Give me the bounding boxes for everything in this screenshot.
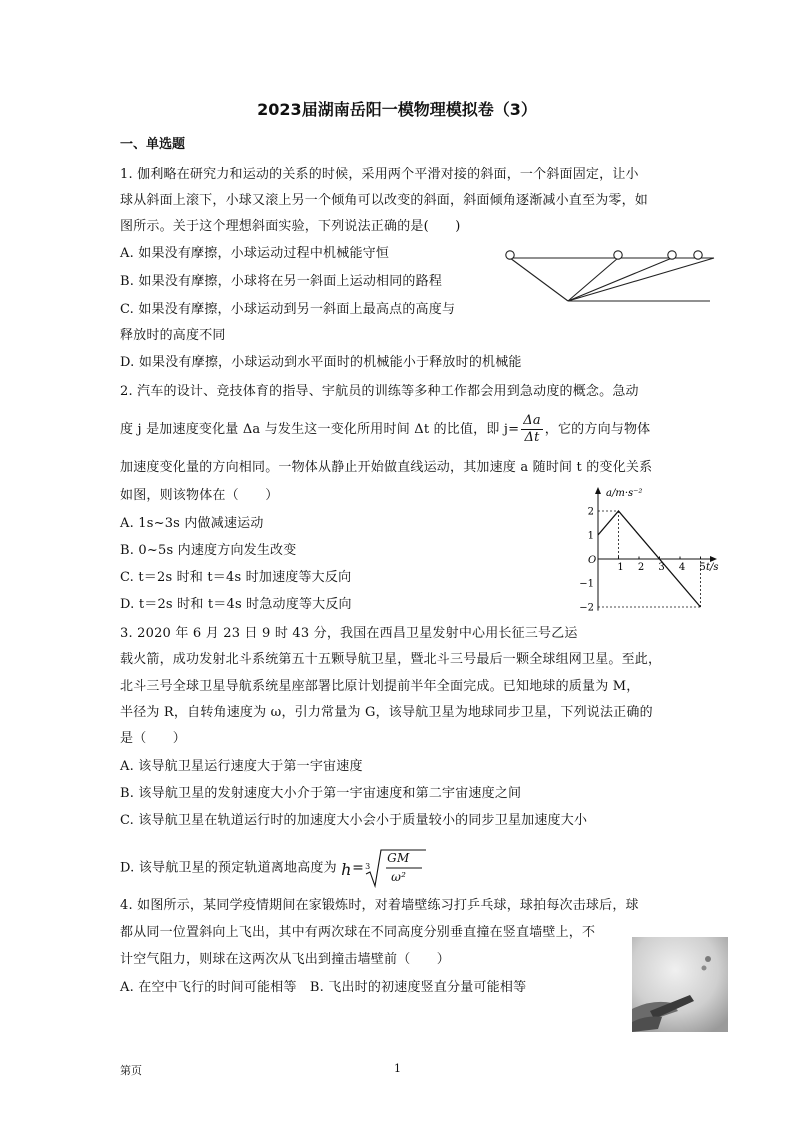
q3-stem-line3: 北斗三号全球卫星导航系统星座部署比原计划提前半年全面完成。已知地球的质量为 M， [120, 679, 640, 694]
ball-icon [702, 966, 707, 971]
footer-page-prefix: 第页 [120, 1064, 142, 1077]
q2-stem-line4: 如图，则该物体在（ ） [120, 488, 279, 503]
incline-shallow [568, 258, 714, 301]
q2-option-d[interactable]: D. t＝2s 时和 t＝4s 时急动度等大反向 [120, 597, 352, 612]
q4-stem-line3: 计空气阻力，则球在这两次从飞出到撞击墙壁前（ ） [120, 952, 451, 967]
q1-option-d[interactable]: D. 如果没有摩擦，小球运动到水平面时的机械能小于释放时的机械能 [120, 355, 522, 370]
q1-option-c[interactable]: C. 如果没有摩擦，小球运动到另一斜面上最高点的高度与 [120, 302, 456, 317]
q3-option-b[interactable]: B. 该导航卫星的发射速度大小介于第一宇宙速度和第二宇宙速度之间 [120, 786, 522, 801]
x-tick-label: 5 [699, 562, 706, 573]
y-tick-label: 2 [587, 506, 594, 518]
q1-option-c-continued: 释放时的高度不同 [120, 328, 226, 343]
page-number: 1 [394, 1062, 401, 1075]
q3-stem-line4: 半径为 R，自转角速度为 ω，引力常量为 G，该导航卫星为地球同步卫星，下列说法正确的 [120, 705, 653, 720]
q3-stem-line5: 是（ ） [120, 731, 187, 746]
ball-icon [694, 251, 702, 259]
q1-option-b[interactable]: B. 如果没有摩擦，小球将在另一斜面上运动相同的路程 [120, 274, 443, 289]
q1-stem-line1: 1. 伽利略在研究力和运动的关系的时候，采用两个平滑对接的斜面，一个斜面固定，让小 [120, 167, 639, 182]
orbit-height-formula [341, 848, 429, 888]
ping-pong-photo [632, 937, 728, 1032]
q2-stem-line2 [120, 413, 650, 446]
section-heading: 一、单选题 [120, 137, 186, 152]
incline-medium [568, 258, 672, 301]
q3-stem-line1: 3. 2020 年 6 月 23 日 9 时 43 分，我国在西昌卫星发射中心用长征三号乙运 [120, 626, 578, 641]
q2-option-a[interactable]: A. 1s~3s 内做减速运动 [120, 516, 264, 531]
q4-stem-line2: 都从同一位置斜向上飞出，其中有两次球在不同高度分别垂直撞在竖直墙壁上，不 [120, 925, 596, 940]
q2-stem-text: 度 j 是加速度变化量 Δa 与发生这一变化所用时间 Δt 的比值，即 j= [120, 422, 520, 437]
ball-icon [705, 956, 711, 962]
q1-stem-line3: 图所示。关于这个理想斜面实验，下列说法正确的是( ) [120, 219, 461, 234]
formula-numerator: Δa [523, 413, 541, 428]
q3-option-a[interactable]: A. 该导航卫星运行速度大于第一宇宙速度 [120, 759, 363, 774]
q3-option-d-text: D. 该导航卫星的预定轨道离地高度为 [120, 860, 342, 876]
jerk-formula [521, 413, 543, 446]
incline-diagram [496, 246, 722, 308]
q4-options-ab[interactable]: A. 在空中飞行的时间可能相等 B. 飞出时的初速度竖直分量可能相等 [120, 980, 527, 995]
ball-release-icon [506, 251, 514, 259]
ball-icon [614, 251, 622, 259]
y-axis-arrow-icon [595, 487, 601, 494]
q2-stem-line3: 加速度变化量的方向相同。一物体从静止开始做直线运动，其加速度 a 随时间 t 的变化关系 [120, 460, 653, 475]
acceleration-time-chart [579, 484, 728, 618]
ball-icon [668, 251, 676, 259]
x-tick-label: 1 [617, 562, 624, 573]
q3-stem-line2: 载火箭，成功发射北斗系统第五十五颗导航卫星，暨北斗三号最后一颗全球组网卫星。至此， [120, 652, 662, 667]
fixed-incline [510, 258, 568, 301]
y-tick-label: 1 [587, 530, 594, 542]
formula-equals: = [352, 860, 365, 876]
q2-option-c[interactable]: C. t＝2s 时和 t＝4s 时加速度等大反向 [120, 570, 352, 585]
q3-option-d[interactable] [120, 848, 429, 888]
q2-stem-text-tail: ，它的方向与物体 [544, 422, 651, 437]
x-tick-label: 3 [658, 562, 665, 573]
q1-stem-line2: 球从斜面上滚下，小球又滚上另一个倾角可以改变的斜面，斜面倾角逐渐减小直至为零，如 [120, 193, 649, 208]
y-tick-label: −1 [579, 578, 594, 590]
x-tick-label: 2 [637, 562, 645, 573]
root-index: 3 [365, 862, 371, 871]
q2-stem-line1: 2. 汽车的设计、竞技体育的指导、宇航员的训练等多种工作都会用到急动度的概念。急动 [120, 384, 639, 399]
q4-stem-line1: 4. 如图所示，某同学疫情期间在家锻炼时，对着墙壁练习打乒乓球，球拍每次击球后，球 [120, 898, 639, 913]
y-tick-label: −2 [579, 602, 594, 614]
q1-option-a[interactable]: A. 如果没有摩擦，小球运动过程中机械能守恒 [120, 246, 390, 261]
formula-denominator: Δt [524, 430, 540, 445]
q3-option-c[interactable]: C. 该导航卫星在轨道运行时的加速度大小会小于质量较小的同步卫星加速度大小 [120, 813, 588, 828]
page-title: 2023届湖南岳阳一模物理模拟卷（3） [257, 100, 537, 119]
x-axis-label: t/s [706, 562, 719, 573]
origin-label: O [588, 555, 597, 566]
incline-steep [568, 258, 618, 301]
formula-numerator: GM [387, 851, 410, 865]
q2-option-b[interactable]: B. 0~5s 内速度方向发生改变 [120, 543, 297, 558]
x-tick-label: 4 [678, 562, 686, 573]
formula-denominator: ω² [391, 870, 407, 884]
formula-h: h [341, 860, 352, 879]
y-axis-label: a/m·s⁻² [606, 488, 643, 499]
